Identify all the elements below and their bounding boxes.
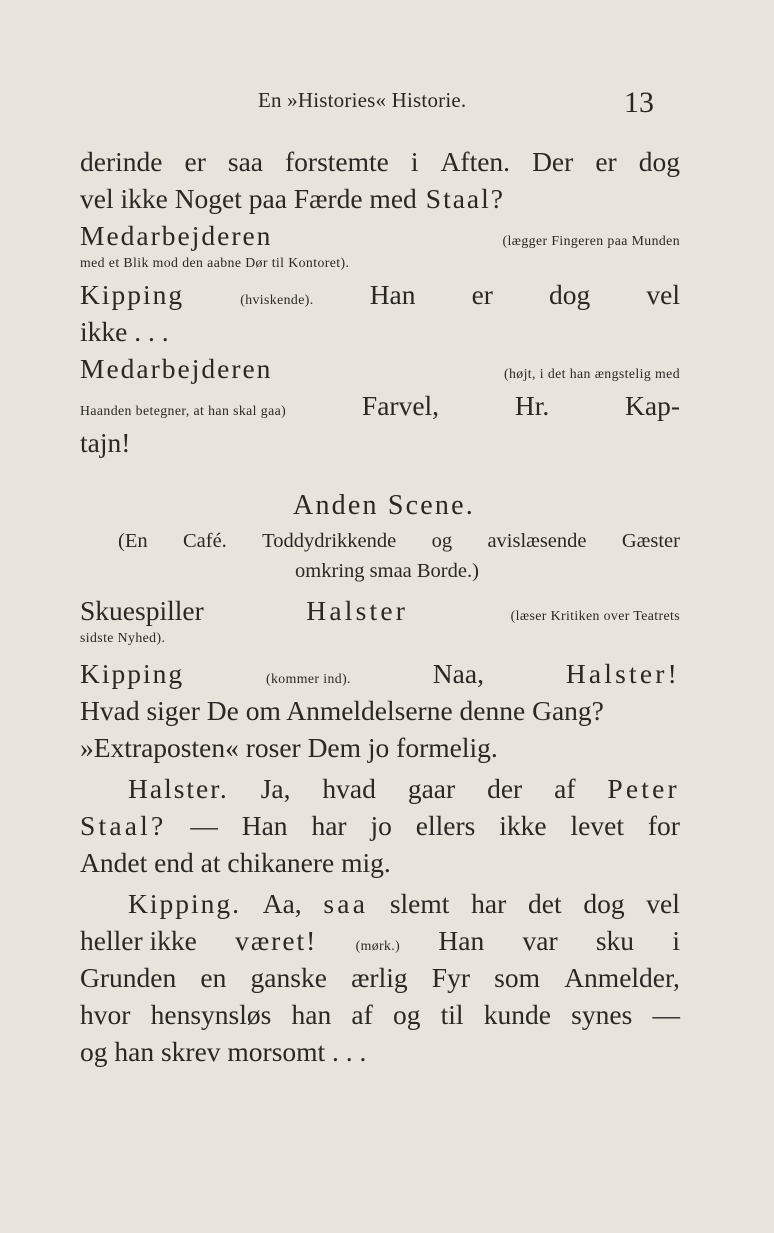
stage-direction: (hviskende). [240, 292, 314, 307]
speaker-name: Halster. [128, 773, 229, 804]
word: til [440, 999, 464, 1030]
word: Café. [182, 530, 227, 552]
speaker-name: Medarbejderen [80, 353, 273, 384]
speaker-name: Kipping [80, 279, 185, 310]
word: det [528, 888, 562, 919]
word: af [351, 999, 373, 1030]
dialogue-line [80, 217, 680, 254]
word: Gæster [621, 530, 680, 552]
word: Ja, [260, 773, 291, 804]
line-text: heller ikke [80, 925, 197, 956]
word: Grunden [80, 962, 177, 993]
line-text: ikke . . . [80, 316, 169, 347]
word: Hr. [514, 390, 550, 421]
word: ellers [415, 810, 476, 841]
text-line: Andet end at chikanere mig. [80, 847, 391, 878]
word: en [200, 962, 227, 993]
word: — [190, 810, 218, 841]
word: jo [370, 810, 392, 841]
character-name: Staal? [80, 810, 167, 841]
word: Farvel, [361, 390, 440, 421]
word: er [595, 146, 617, 177]
stage-direction: (lægger Fingeren paa Munden [502, 233, 680, 248]
text-line: og han skrev morsomt . . . [80, 1036, 367, 1067]
word: vel [646, 279, 680, 310]
speaker-title: Skuespiller [80, 595, 204, 626]
word: (En [118, 530, 148, 552]
stage-direction: Haanden betegner, at han skal gaa) [80, 403, 287, 418]
word: Han [241, 810, 288, 841]
dialogue-line [80, 387, 680, 424]
word: hvor [80, 999, 131, 1030]
page-body [80, 143, 680, 1070]
word: var [522, 925, 558, 956]
word: han [291, 999, 332, 1030]
character-name: Peter [607, 773, 680, 804]
text-line [80, 996, 680, 1033]
text-line [80, 959, 680, 996]
character-name: Staal? [425, 183, 505, 214]
word: sku [595, 925, 635, 956]
word: har [311, 810, 347, 841]
word: derinde [80, 146, 163, 177]
page-header [0, 88, 774, 118]
line-text: tajn! [80, 427, 131, 458]
word: er [471, 279, 493, 310]
stage-direction: med et Blik mod den aabne Dør til Kontoret). [80, 255, 350, 270]
dialogue-line [80, 885, 680, 922]
stage-direction: (højt, i det han ængstelig med [503, 366, 680, 381]
word: slemt [389, 888, 450, 919]
word: Toddydrikkende [262, 530, 397, 552]
word: Naa, [432, 658, 484, 689]
word: avislæsende [487, 530, 587, 552]
word: Anmelder, [564, 962, 680, 993]
text-line [80, 180, 680, 217]
speaker-name: Halster [306, 595, 409, 626]
stage-direction: (mørk.) [355, 938, 401, 953]
dialogue-line [80, 770, 680, 807]
dialogue-line [80, 922, 680, 959]
page-number: 13 [624, 86, 654, 119]
word: og [431, 530, 453, 552]
character-name: Halster! [565, 658, 680, 689]
word: ærlig [351, 962, 408, 993]
word: som [494, 962, 541, 993]
word: Aften. [440, 146, 511, 177]
speaker-name: Kipping. [128, 888, 242, 919]
word: der [487, 773, 523, 804]
speaker-name: Medarbejderen [80, 220, 273, 251]
dialogue-line [80, 592, 680, 629]
word: dog [583, 888, 625, 919]
word: — [652, 999, 680, 1030]
word: ganske [250, 962, 327, 993]
scene-title: Anden Scene. [293, 490, 475, 521]
word: Han [369, 279, 416, 310]
speaker-name: Kipping [80, 658, 185, 689]
text-line [80, 313, 680, 350]
dialogue-line [80, 655, 680, 692]
dialogue-line [80, 350, 680, 387]
word: kunde [483, 999, 551, 1030]
stage-direction: sidste Nyhed). [80, 630, 166, 645]
line-text: vel ikke Noget paa Færde med [80, 183, 417, 214]
word: hvad [322, 773, 376, 804]
word: saa [227, 146, 263, 177]
word: synes [571, 999, 633, 1030]
word: Kap- [625, 390, 680, 421]
stage-setting-line: omkring smaa Borde.) [295, 560, 479, 582]
word: Der [532, 146, 574, 177]
word: i [672, 925, 680, 956]
word: og [392, 999, 421, 1030]
word: ikke [499, 810, 547, 841]
word: Han [438, 925, 485, 956]
text-line: Hvad siger De om Anmeldelserne denne Gang? [80, 695, 604, 726]
stage-direction: (kommer ind). [266, 671, 351, 686]
word: har [471, 888, 507, 919]
word: af [554, 773, 576, 804]
word: Fyr [431, 962, 470, 993]
word: hensynsløs [150, 999, 272, 1030]
word: vel [646, 888, 680, 919]
emphasized-word: været! [235, 925, 318, 956]
word: i [410, 146, 419, 177]
word: for [647, 810, 680, 841]
text-line: »Extraposten« roser Dem jo formelig. [80, 732, 498, 763]
emphasized-word: saa [323, 888, 369, 919]
text-line [80, 807, 680, 844]
word: forstemte [285, 146, 389, 177]
word: dog [638, 146, 680, 177]
word: dog [549, 279, 591, 310]
dialogue-line [80, 276, 680, 313]
stage-direction: (læser Kritiken over Teatrets [510, 608, 680, 623]
word: Aa, [262, 888, 302, 919]
word: levet [570, 810, 624, 841]
stage-setting-line [80, 526, 680, 556]
text-line [80, 143, 680, 180]
running-title: En »Histories« Historie. [258, 88, 467, 112]
word: gaar [407, 773, 456, 804]
text-line [80, 424, 680, 461]
word: er [184, 146, 206, 177]
